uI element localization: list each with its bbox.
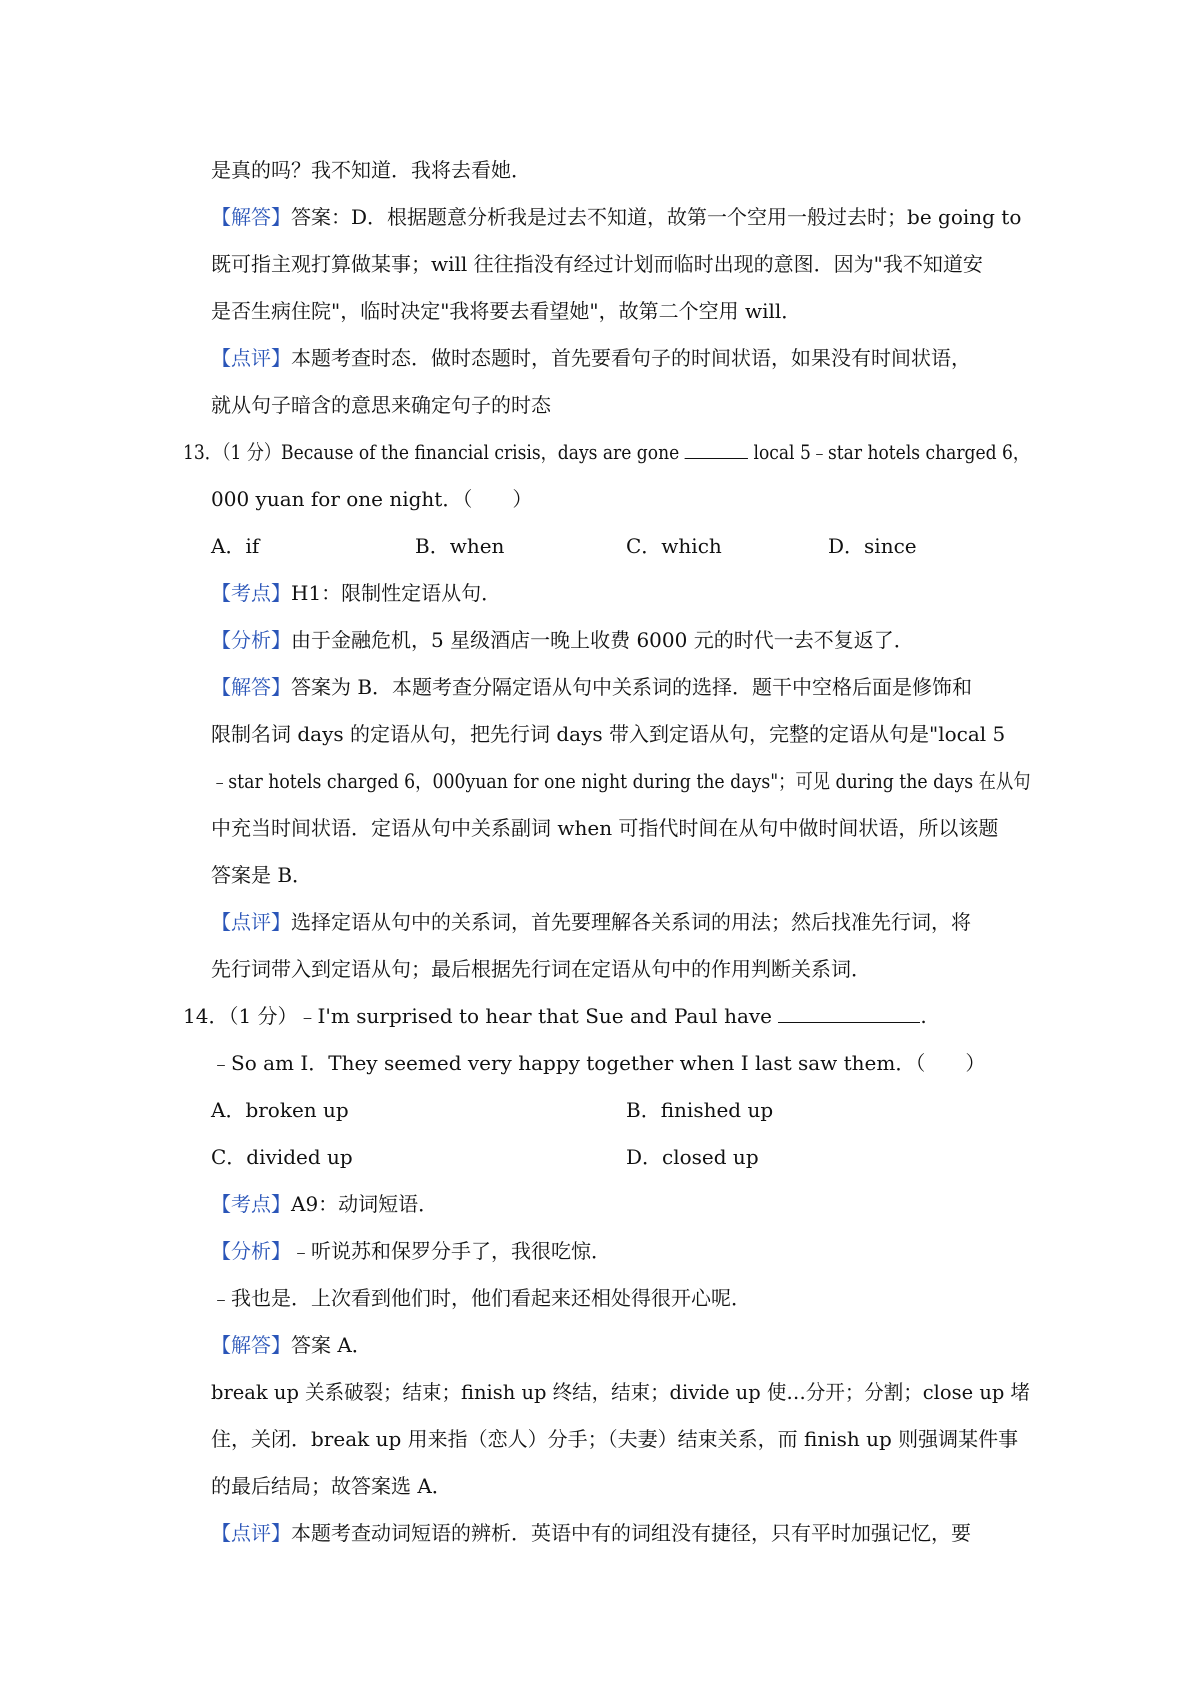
- q13-kaodian: 【考点】H1：限制性定语从句．: [211, 581, 502, 605]
- q14-fenxi: 【分析】﹣听说苏和保罗分手了，我很吃惊．: [211, 1239, 611, 1263]
- q13-comment-line-2: 先行词带入到定语从句；最后根据先行词在定语从句中的作用判断关系词．: [211, 957, 871, 981]
- q14-answer: 【解答】答案 A．: [211, 1333, 372, 1357]
- q13-blank: [685, 438, 748, 459]
- q13-comment-line-1: 【点评】选择定语从句中的关系词，首先要理解各关系词的用法；然后找准先行词，将: [211, 910, 971, 934]
- q13-answer-line-3: ﹣star hotels charged 6，000yuan for one night during the days"；可见 during the days 在从句: [211, 769, 1031, 793]
- fenxi-tag: 【分析】: [211, 628, 291, 652]
- q14-option-c[interactable]: C．divided up: [211, 1145, 353, 1169]
- kaodian-tag: 【考点】: [211, 581, 291, 605]
- answer-tag: 【解答】: [211, 205, 291, 229]
- prev-comment-line-2: 就从句子暗含的意思来确定句子的时态: [211, 393, 551, 417]
- q14-body-line-3: 的最后结局；故答案选 A．: [211, 1474, 452, 1498]
- kaodian-tag: 【考点】: [211, 1192, 291, 1216]
- q14-option-a[interactable]: A．broken up: [211, 1098, 349, 1122]
- q13-fenxi: 【分析】由于金融危机，5 星级酒店一晚上收费 6000 元的时代一去不复返了．: [211, 628, 914, 652]
- prev-answer-line-3: 是否生病住院"，临时决定"我将要去看望她"，故第二个空用 will．: [211, 299, 802, 323]
- prev-translation: 是真的吗？我不知道．我将去看她．: [211, 158, 531, 182]
- q13-answer-line-4: 中充当时间状语．定语从句中关系副词 when 可指代时间在从句中做时间状语，所以该题: [211, 816, 999, 840]
- prev-answer-line-2: 既可指主观打算做某事；will 往往指没有经过计划而临时出现的意图．因为"我不知道安: [211, 252, 983, 276]
- q14-body-line-2: 住，关闭．break up 用来指（恋人）分手；（夫妻）结束关系，而 finish up 则强调某件事: [211, 1427, 1019, 1451]
- q13-stem: 13．（1 分）Because of the financial crisis，days are gone local 5﹣star hotels charged 6，: [183, 440, 1031, 464]
- q13-option-c[interactable]: C．which: [626, 534, 722, 558]
- q14-stem: 14．（1 分）﹣I'm surprised to hear that Sue and Paul have .: [183, 1004, 927, 1028]
- q14-kaodian: 【考点】A9：动词短语．: [211, 1192, 439, 1216]
- q14-fenxi-line-2: ﹣我也是．上次看到他们时，他们看起来还相处得很开心呢．: [211, 1286, 751, 1310]
- q14-option-b[interactable]: B．finished up: [626, 1098, 774, 1122]
- q14-body-line-1: break up 关系破裂；结束；finish up 终结，结束；divide up 使…分开；分割；close up 堵: [211, 1380, 1031, 1404]
- comment-tag: 【点评】: [211, 1521, 291, 1545]
- comment-tag: 【点评】: [211, 346, 291, 370]
- prev-comment-line-1: 【点评】本题考查时态．做时态题时，首先要看句子的时间状语，如果没有时间状语，: [211, 346, 971, 370]
- answer-tag: 【解答】: [211, 1333, 291, 1357]
- q13-option-d[interactable]: D．since: [828, 534, 917, 558]
- comment-tag: 【点评】: [211, 910, 291, 934]
- q14-stem-line-2: ﹣So am I．They seemed very happy together when I last saw them．（ ）: [211, 1051, 986, 1075]
- prev-answer-line-1: 【解答】答案：D．根据题意分析我是过去不知道，故第一个空用一般过去时；be going to: [211, 205, 1022, 229]
- q14-blank: [778, 1002, 920, 1023]
- q14-comment-line-1: 【点评】本题考查动词短语的辨析．英语中有的词组没有捷径，只有平时加强记忆，要: [211, 1521, 971, 1545]
- q13-answer-line-1: 【解答】答案为 B．本题考查分隔定语从句中关系词的选择．题干中空格后面是修饰和: [211, 675, 973, 699]
- q14-option-d[interactable]: D．closed up: [626, 1145, 759, 1169]
- answer-tag: 【解答】: [211, 675, 291, 699]
- q13-option-b[interactable]: B．when: [415, 534, 505, 558]
- q13-answer-line-2: 限制名词 days 的定语从句，把先行词 days 带入到定语从句，完整的定语从句是"local 5: [211, 722, 1006, 746]
- fenxi-tag: 【分析】: [211, 1239, 291, 1263]
- q13-answer-line-5: 答案是 B．: [211, 863, 313, 887]
- q13-option-a[interactable]: A．if: [211, 534, 260, 558]
- q13-stem-line-2: 000 yuan for one night．（ ）: [211, 487, 533, 511]
